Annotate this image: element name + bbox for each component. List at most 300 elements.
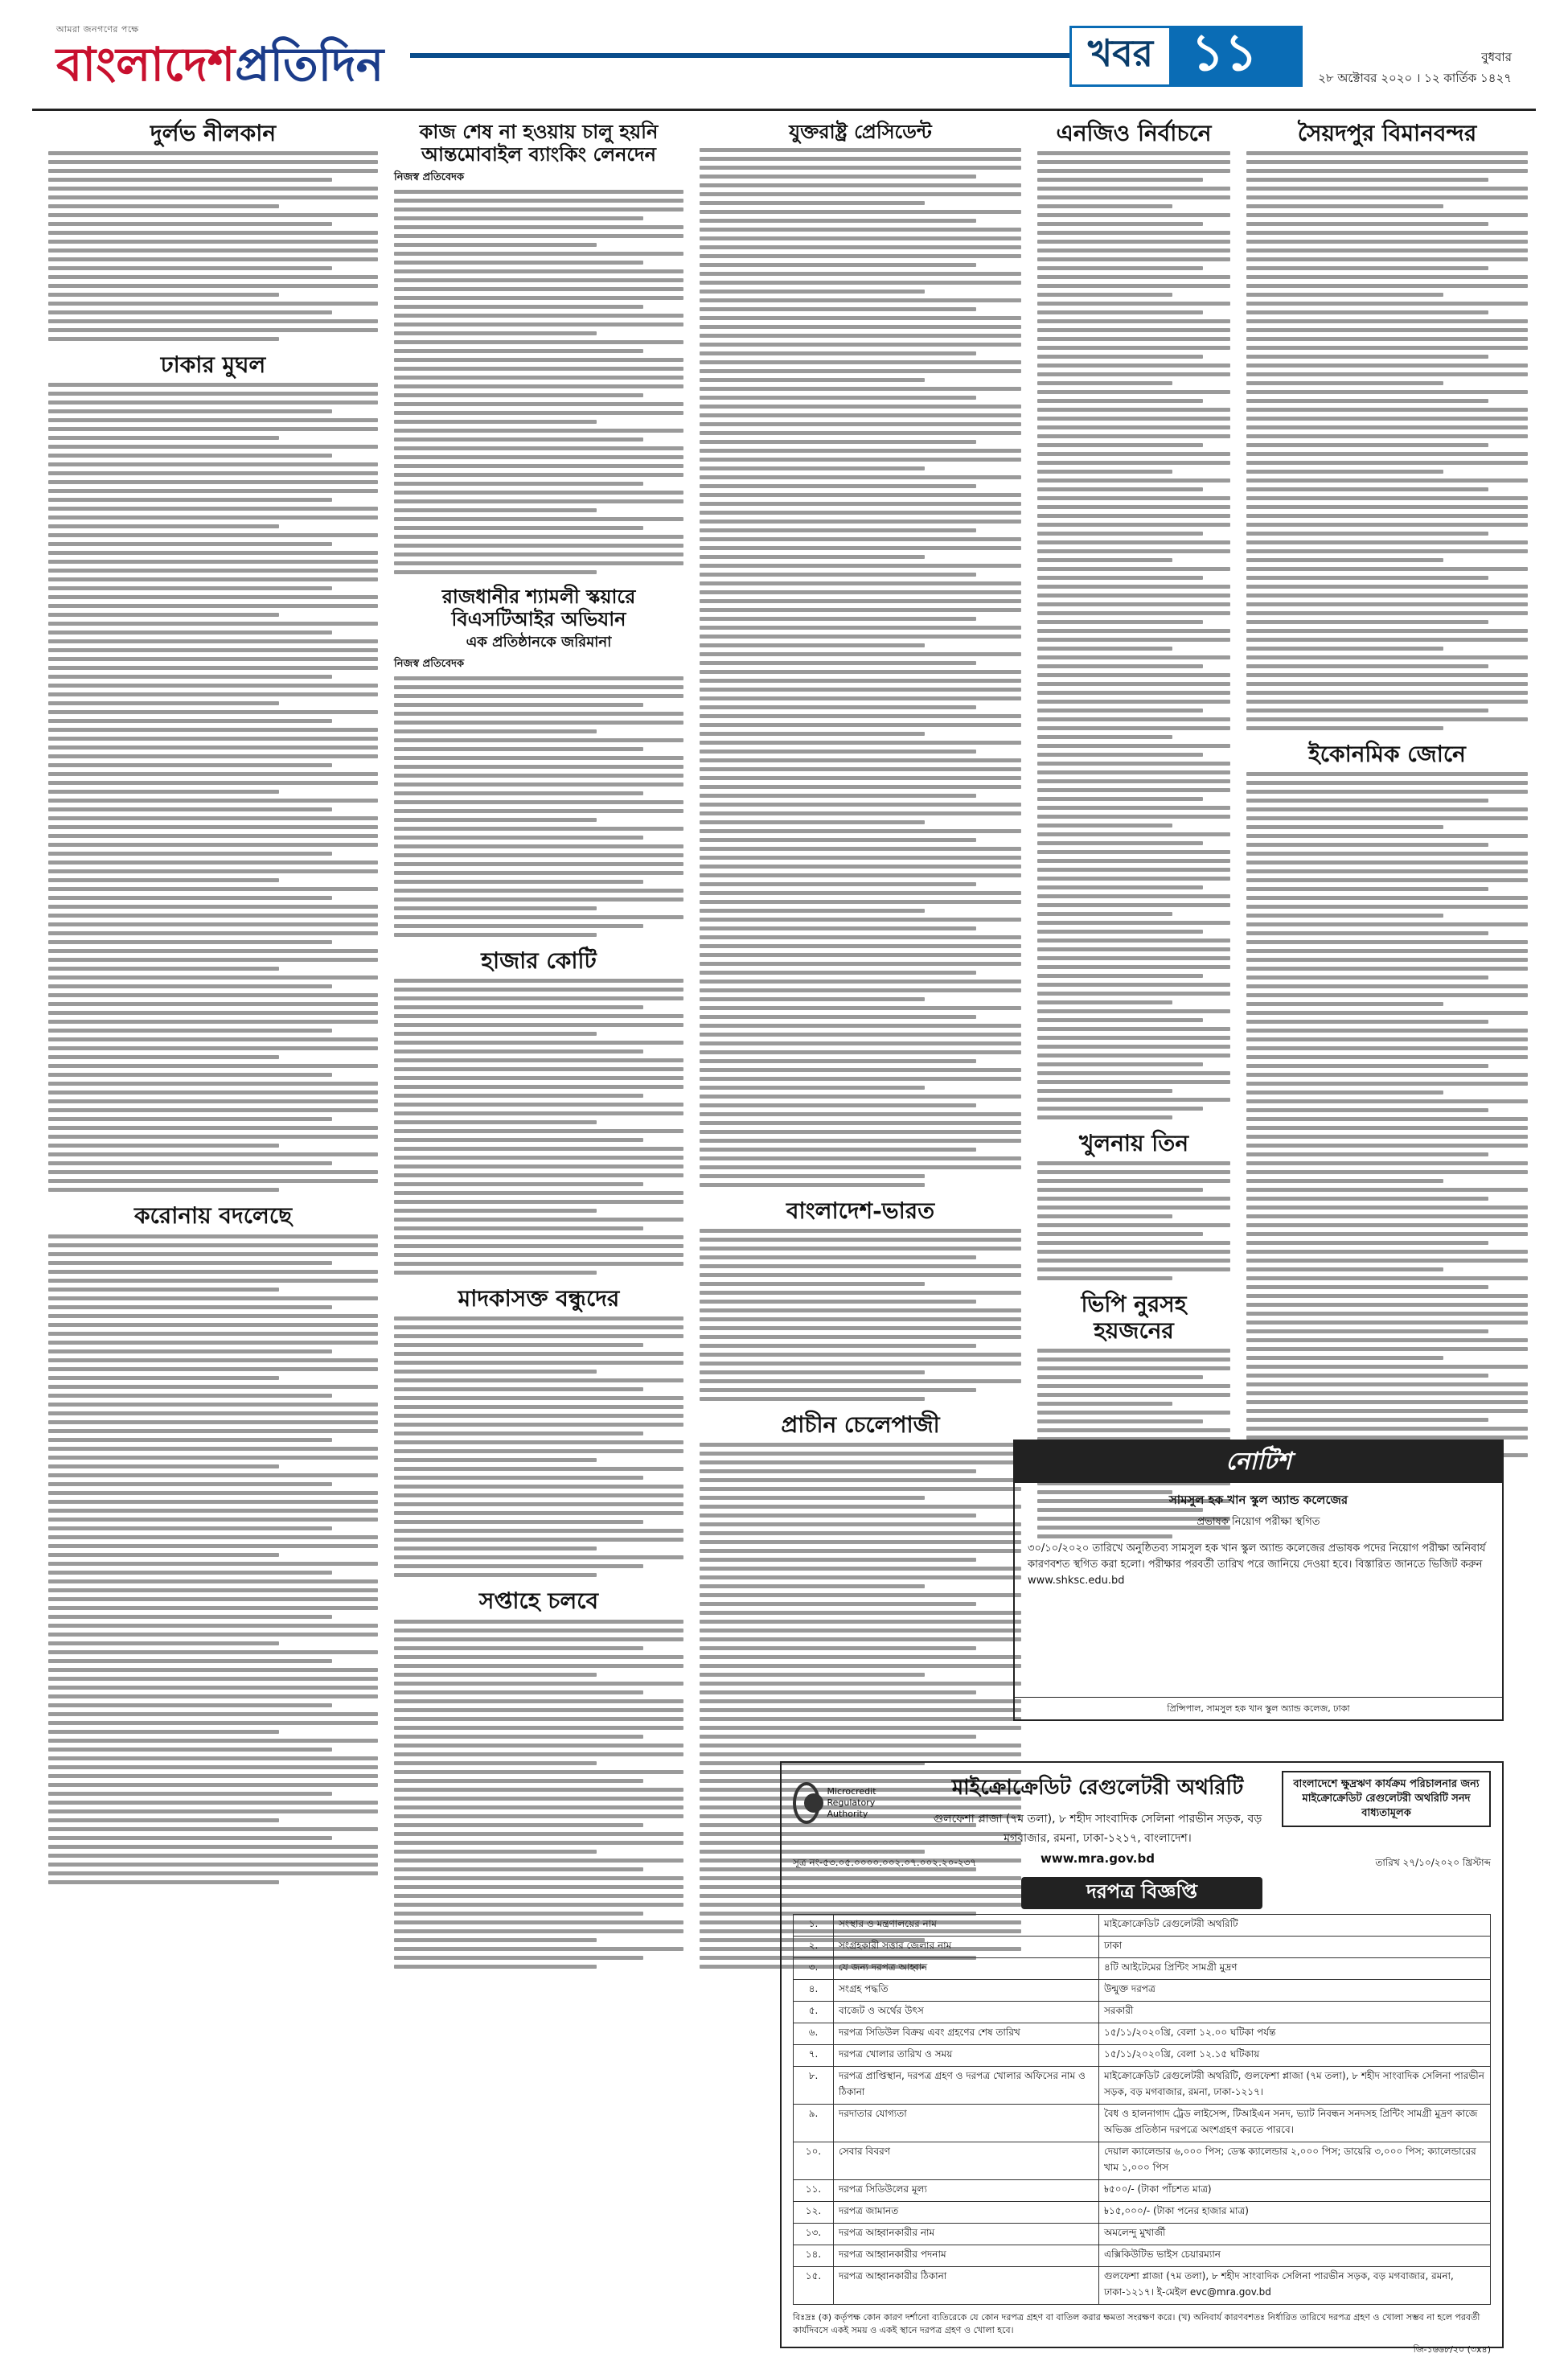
text-line [394,1726,683,1730]
story-body [394,979,683,1275]
text-line [700,661,976,665]
text-line [700,157,1021,161]
text-line [1037,1349,1230,1353]
text-line [394,199,683,203]
text-line [394,1876,683,1880]
text-line [48,1748,332,1752]
text-line [394,1235,683,1239]
table-cell-n: ১১. [794,2180,834,2202]
text-line [1246,905,1528,909]
text-line [1246,1161,1528,1165]
text-line [48,1411,378,1415]
text-line [394,1538,683,1542]
text-line [1037,399,1203,403]
section-name: খবর [1069,26,1172,87]
text-line [394,1387,643,1391]
table-cell-k: দরপত্র আহ্বানকারীর ঠিকানা [834,2267,1099,2305]
text-line [1037,487,1203,491]
text-line [394,1253,683,1257]
text-line [700,528,976,532]
text-line [700,254,1021,258]
text-line [48,524,279,528]
text-line [1037,284,1230,288]
text-line [394,747,643,751]
text-line [1246,1135,1528,1139]
text-line [700,944,1021,948]
text-line [48,445,378,449]
text-line [48,1394,332,1398]
text-line [394,1440,683,1444]
text-line [700,1130,1021,1134]
text-line [1246,310,1488,314]
table-row [794,2002,1491,2023]
text-line [394,1620,683,1624]
text-line [1246,160,1528,164]
text-line [1246,425,1528,429]
text-line [1246,655,1528,659]
text-line [1037,443,1203,447]
story-headline: যুক্তরাষ্ট্র প্রেসিডেন্ট [789,120,932,143]
text-line [1037,673,1230,677]
section-tab [1069,23,1303,87]
text-line [1037,240,1230,244]
story-body [394,676,683,937]
text-line [48,799,378,803]
logo-name-part1: বাংলাদেশ [56,37,236,92]
text-line [48,498,332,502]
text-line [1246,790,1528,794]
text-line [1037,1276,1172,1280]
text-line [394,1103,683,1107]
text-line [1246,1152,1488,1156]
text-line [48,1126,378,1130]
text-line [1246,1338,1528,1342]
text-line [1037,213,1230,217]
text-line [1246,1382,1528,1386]
text-line [394,676,683,680]
text-line [700,1024,1021,1028]
text-line [700,228,1021,232]
text-line [1037,558,1172,562]
text-line [48,1641,279,1645]
text-line [1246,302,1528,306]
text-line [394,1218,683,1222]
text-line [700,378,925,382]
text-line [1246,213,1528,217]
text-line [1037,797,1203,801]
logo-name-part2: প্রতিদিন [235,37,384,92]
text-line [394,1744,683,1748]
text-line [1037,1384,1230,1388]
text-line [1246,1259,1528,1263]
text-line [700,820,925,824]
text-line [1246,381,1443,385]
text-line [48,1633,378,1637]
text-line [394,1182,643,1186]
text-line [1037,921,1230,925]
text-line [1037,319,1230,323]
text-line [394,261,643,265]
text-line [1037,1170,1230,1174]
text-line [48,1721,378,1725]
text-line [394,818,597,822]
text-line [700,1282,925,1286]
text-line [48,878,279,882]
text-line [394,988,683,992]
text-line [1246,576,1488,580]
text-line [1037,956,1230,960]
story [394,1588,683,1968]
text-line [394,1546,597,1550]
text-line [1037,717,1230,721]
text-line [1246,1320,1528,1325]
tender-website[interactable]: www.mra.gov.bd [1041,1851,1155,1866]
story-subheadline: এক প্রতিষ্ঠানকে জরিমানা [466,634,612,651]
text-line [700,1397,925,1401]
text-line [1246,549,1528,553]
text-line [700,1629,1021,1633]
text-line [48,843,378,847]
text-line [700,1584,925,1588]
text-line [700,511,1021,515]
text-line [1037,753,1203,757]
text-line [1246,346,1528,350]
text-line [394,305,643,309]
text-line [48,834,378,838]
text-line [394,1226,643,1230]
text-line [1246,1427,1528,1431]
text-line [394,1334,683,1338]
text-line [700,926,976,930]
table-cell-n: ২. [794,1937,834,1958]
text-line [1037,1045,1230,1049]
text-line [700,201,925,205]
text-line [1037,576,1203,580]
text-line [48,257,378,261]
text-line [700,803,1021,807]
text-line [700,290,925,294]
text-line [1037,478,1230,483]
text-line [394,1761,597,1765]
text-line [48,1082,378,1086]
column-2 [394,121,683,1980]
text-line [394,1014,683,1018]
text-line [1037,806,1230,810]
text-line [700,1388,976,1392]
text-line [1246,1374,1488,1378]
text-line [700,1165,1021,1169]
story-body [394,190,683,574]
text-line [394,455,683,459]
text-line [700,1229,1021,1233]
text-line [394,1156,683,1160]
text-line [700,829,1021,833]
text-line [394,862,683,866]
text-line [700,360,1021,364]
text-line [1246,717,1528,721]
tender-ref: সূত্র নং-৫৩.০৫.০০০০.০০২.০৭.০০২.২০-২৩৭ [793,1857,977,1868]
table-cell-n: ৮. [794,2067,834,2105]
text-line [394,853,683,857]
text-line [394,1209,597,1213]
text-line [394,1467,683,1471]
text-line [394,774,683,778]
text-line [700,918,1021,922]
tender-center [913,1771,1282,1866]
text-line [48,684,378,688]
text-line [1037,363,1230,368]
text-line [1037,1089,1172,1093]
text-line [394,1405,683,1409]
text-line [48,454,332,458]
text-line [394,1120,597,1124]
text-line [700,1664,1021,1668]
text-line [48,231,378,235]
text-line [48,984,332,988]
text-line [48,1243,378,1247]
story [394,585,683,937]
text-line [48,1447,378,1451]
text-line [1037,1267,1230,1271]
text-line [48,1579,378,1583]
text-line [700,1549,1021,1553]
text-line [1037,779,1230,783]
text-line [48,1482,332,1486]
text-line [1246,487,1488,491]
text-line [700,962,1021,966]
text-line [48,1234,378,1238]
mra-logo-icon [793,1782,820,1824]
text-line [48,1836,332,1840]
text-line [700,1593,1021,1597]
text-line [700,891,1021,895]
text-line [700,635,1021,639]
text-line [394,1735,643,1739]
text-line [1246,372,1528,376]
text-line [394,234,683,238]
text-line [394,552,683,557]
text-line [48,1650,378,1654]
text-line [700,1121,1021,1125]
text-line [48,1703,332,1707]
story-body [48,1234,378,1884]
text-line [1037,195,1230,199]
text-line [700,1673,925,1677]
text-line [1246,825,1443,829]
text-line [700,1362,1021,1366]
text-line [1037,1232,1203,1236]
table-cell-n: ১০. [794,2142,834,2180]
text-line [1246,1029,1528,1033]
text-line [48,1571,332,1575]
text-line [394,508,597,512]
text-line [700,1264,1021,1268]
text-line [700,1273,1021,1277]
text-line [394,1058,683,1062]
text-line [48,569,378,573]
text-line [48,622,378,626]
text-line [1037,1259,1230,1263]
weekday: বুধবার [1481,50,1512,64]
text-line [48,418,378,422]
text-line [48,1117,332,1121]
text-line [394,1316,683,1320]
text-line [394,1129,683,1133]
text-line [48,719,332,723]
tender-title: মাইক্রোক্রেডিট রেগুলেটরী অথরিটি [951,1776,1244,1800]
text-line [700,166,1021,170]
text-line [700,1646,976,1650]
text-line [700,723,1021,727]
text-line [394,996,683,1000]
text-line [48,1179,378,1183]
newspaper-logo [56,23,394,95]
text-line [700,1496,925,1500]
text-line [700,175,976,179]
tender-date: তারিখ ২৭/১০/২০২০ খ্রিস্টাব্দ [1375,1857,1491,1868]
table-cell-v: উন্মুক্ত দরপত্র [1099,1980,1491,2002]
text-line [700,334,1021,338]
text-line [48,489,378,493]
text-line [394,437,643,442]
text-line [1037,293,1172,297]
text-line [1246,319,1528,323]
text-line [700,272,1021,276]
text-line [1246,1020,1488,1024]
dateline [1318,47,1512,88]
text-line [700,387,1021,391]
text-line [1246,620,1488,624]
story-headline: খুলনায় তিন [1078,1130,1189,1157]
text-line [1037,709,1203,713]
masthead [32,14,1536,111]
text-line [394,1859,683,1863]
story [1037,1131,1230,1280]
text-line [394,349,643,353]
column-3 [700,121,1021,1980]
text-line [1037,1036,1230,1040]
text-line [48,975,378,980]
text-line [48,1544,378,1548]
text-line [1246,1188,1528,1192]
text-line [48,1376,279,1380]
text-line [394,331,597,335]
text-line [1246,496,1528,500]
text-line [394,1476,643,1480]
text-line [1037,1375,1203,1379]
table-cell-k: দরপত্র আহ্বানকারীর নাম [834,2224,1099,2245]
text-line [700,1443,1021,1447]
text-line [1246,958,1528,962]
text-line [1246,1197,1488,1201]
story [700,121,1021,1187]
text-line [1246,1223,1528,1227]
text-line [48,328,378,332]
text-line [394,915,683,919]
text-line [1246,1285,1488,1289]
text-line [394,1111,683,1115]
text-line [700,502,1021,506]
text-line [48,852,332,856]
text-line [1246,594,1528,598]
text-line [48,807,332,811]
text-line [1037,726,1230,730]
text-line [1037,824,1172,828]
text-line [48,1046,378,1050]
text-line [1037,1223,1230,1227]
text-line [700,1050,1021,1054]
text-line [700,1452,1021,1456]
text-line [700,679,1021,683]
text-line [1246,266,1488,270]
text-line [394,1629,683,1633]
text-line [1037,1009,1230,1013]
text-line [48,1526,332,1530]
text-line [48,940,332,944]
text-line [48,630,332,635]
table-cell-n: ৪. [794,1980,834,2002]
text-line [48,1624,378,1628]
text-line [1246,816,1528,820]
text-line [1246,1037,1528,1041]
text-line [394,1637,683,1641]
text-line [700,1379,1021,1383]
logo-name [56,37,394,92]
text-line [700,493,1021,497]
text-line [1246,1312,1528,1316]
text-line [1037,1161,1230,1165]
text-line [1246,843,1488,847]
text-line [48,302,378,306]
text-line [1037,1357,1230,1362]
text-line [394,1832,683,1836]
text-line [394,1041,683,1045]
text-line [48,1420,378,1424]
text-line [700,1370,925,1374]
table-cell-n: ৬. [794,2023,834,2045]
text-line [1246,187,1528,191]
text-line [394,1423,683,1427]
text-line [700,1255,976,1259]
text-line [700,1291,1021,1295]
text-line [48,409,332,413]
text-line [1246,922,1528,926]
text-line [700,1558,976,1562]
column-1 [48,121,378,1896]
story [48,121,378,341]
text-line [394,517,683,521]
text-line [700,1174,925,1178]
text-line [700,1335,1021,1339]
story-headline: সৈয়দপুর বিমানবন্দর [1297,120,1477,146]
text-line [394,827,683,831]
text-line [700,900,1021,904]
text-line [48,1827,378,1831]
text-line [1037,700,1230,704]
text-line [700,475,1021,479]
text-line [700,1699,1021,1703]
text-line [1037,222,1203,226]
text-line [48,1473,378,1477]
tender-side-box: বাংলাদেশে ক্ষুদ্রঋণ কার্যক্রম পরিচালনার জন্য মাইক্রোক্রেডিট রেগুলেটরী অথরিটি সনদ বাধ্যতামূলক [1282,1771,1491,1827]
text-line [48,860,378,865]
text-line [48,1712,378,1716]
text-line [394,1664,683,1668]
text-line [1246,852,1528,856]
text-line [1246,567,1528,571]
text-line [700,988,1021,992]
text-line [1246,914,1443,918]
